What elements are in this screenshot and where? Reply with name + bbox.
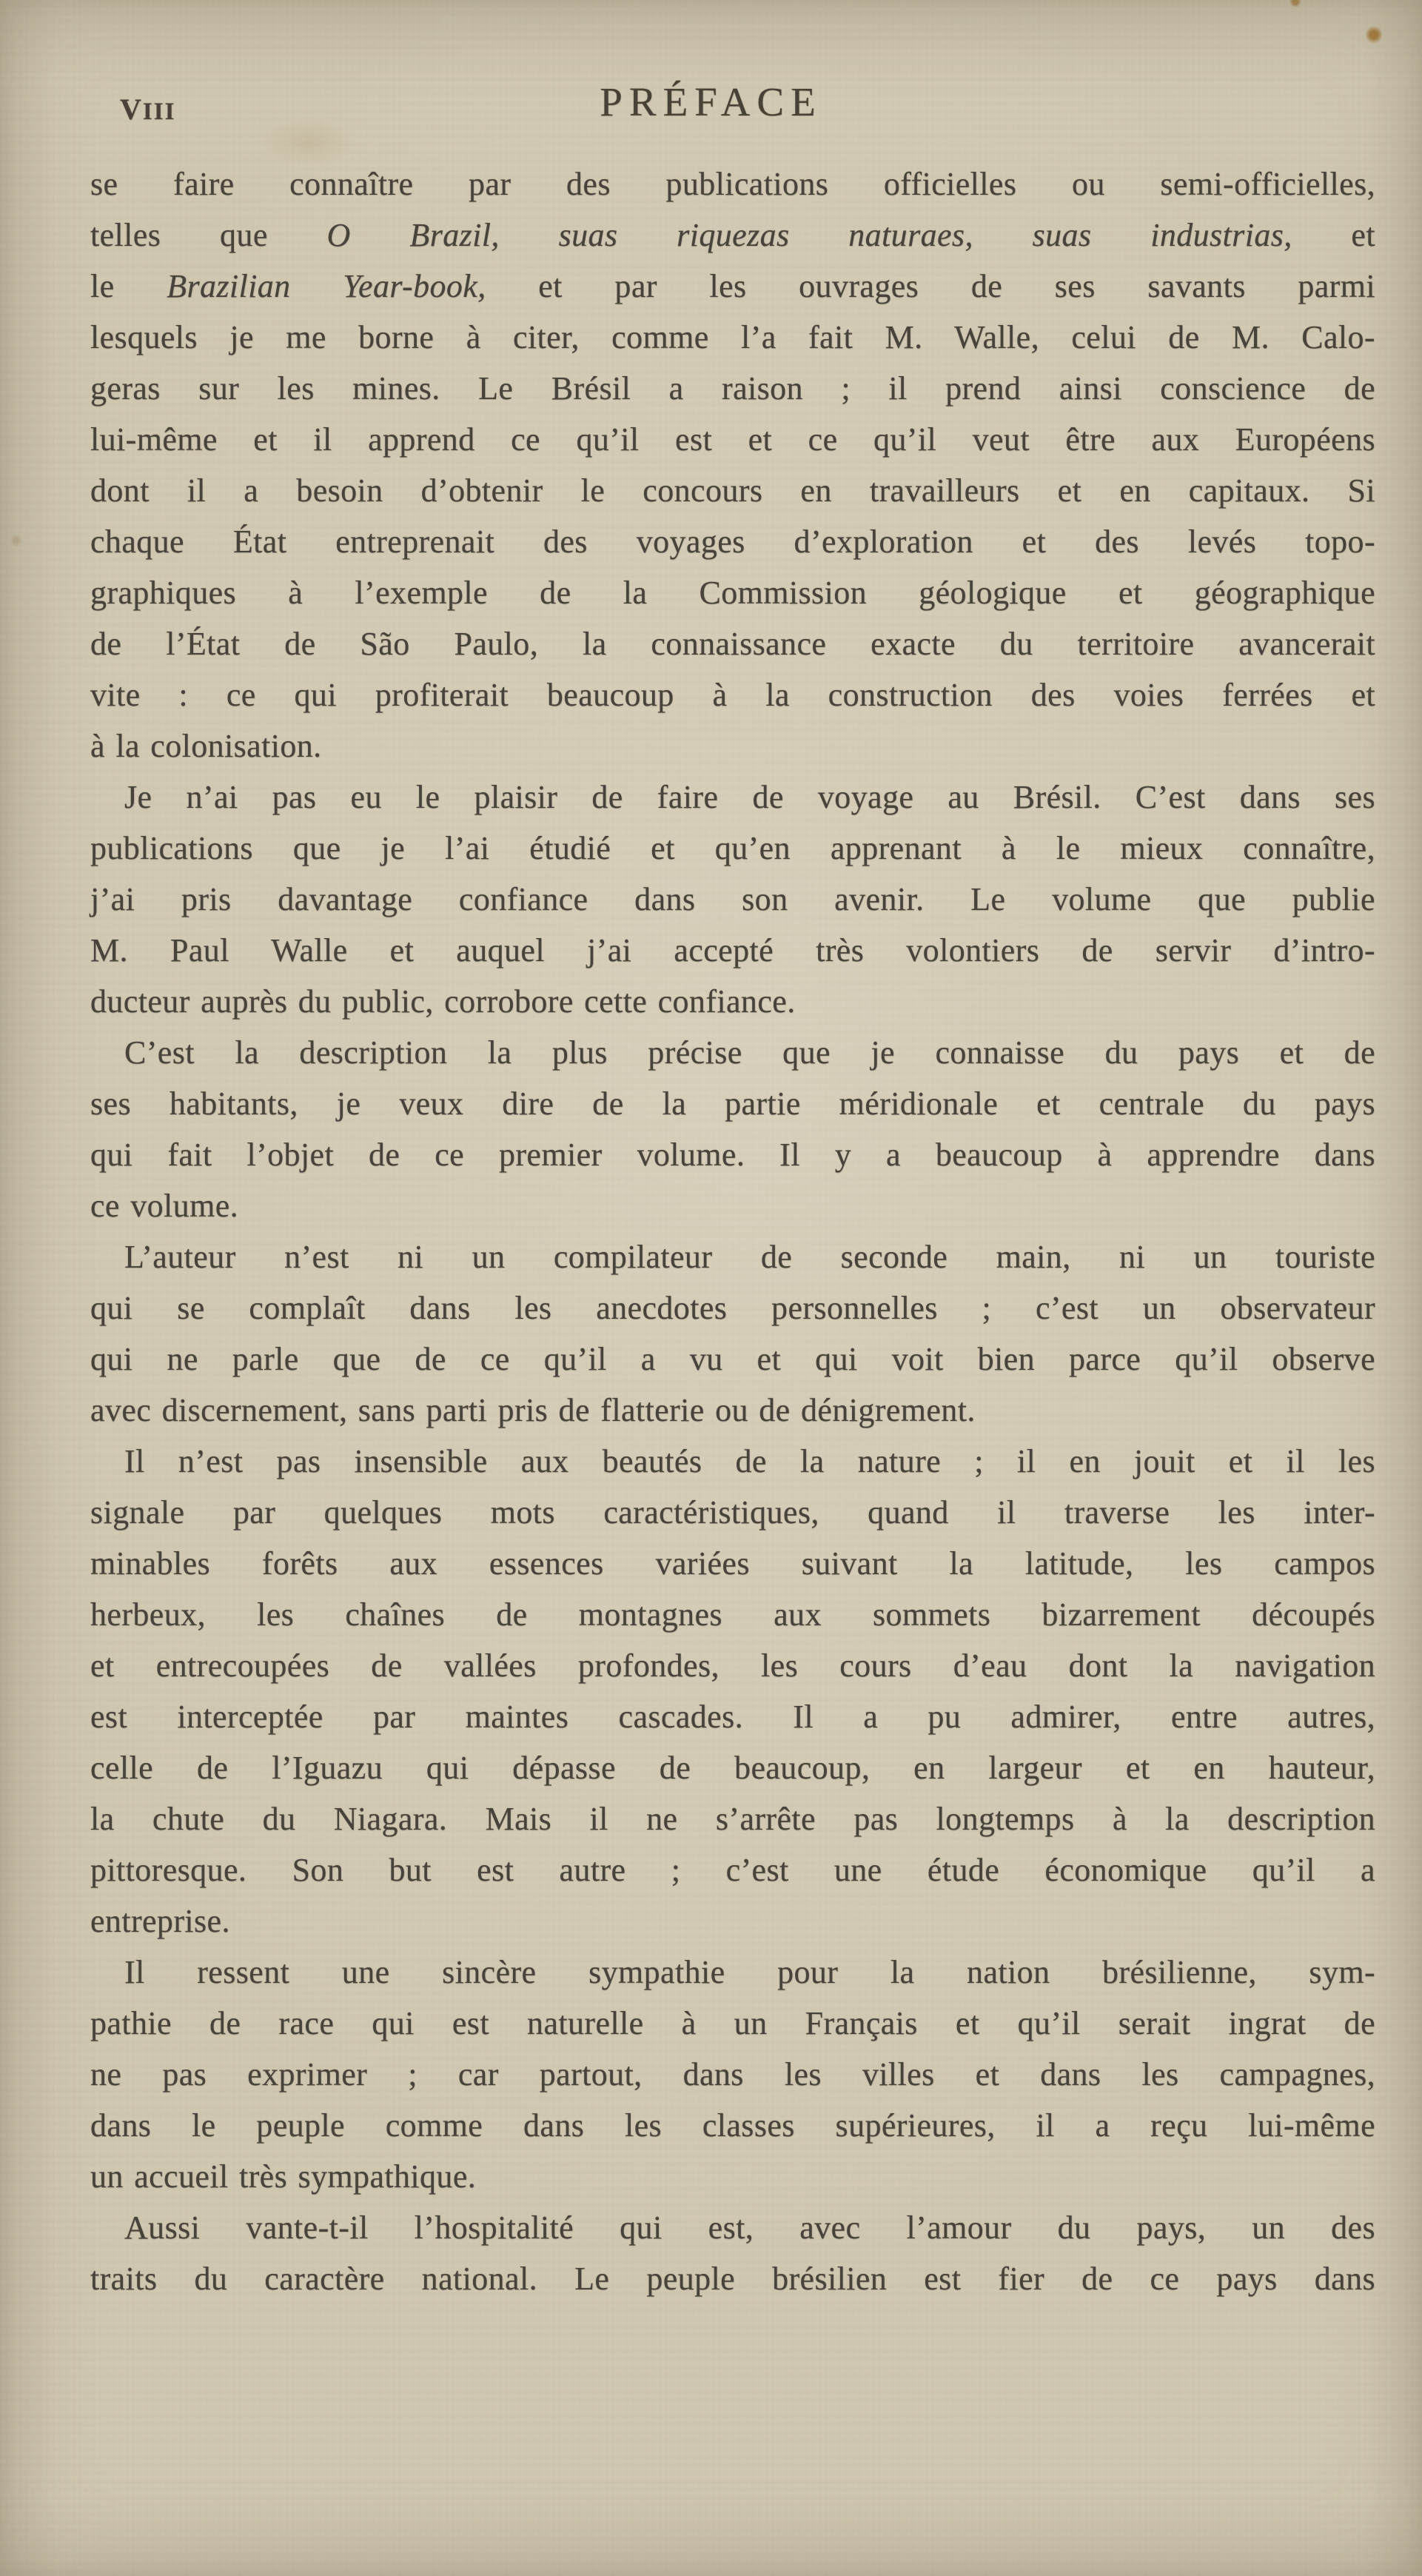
text-segment: j’ai pris davantage confiance dans son avenir. Le volume que publie (90, 881, 1375, 917)
text-segment: et (1292, 217, 1375, 253)
text-segment: Je n’ai pas eu le plaisir de faire de voyage au Brésil. C’est dans ses (124, 779, 1375, 815)
text-line (90, 1589, 1375, 1640)
text-line (90, 1334, 1375, 1385)
text-line (90, 2253, 1375, 2304)
text-segment: vite : ce qui profiterait beaucoup à la construction des voies ferrées et (90, 677, 1375, 713)
text-segment: dont il a besoin d’obtenir le concours en travailleurs et en capitaux. Si (90, 472, 1375, 509)
text-line (90, 414, 1375, 465)
text-line (90, 874, 1375, 925)
text-segment: ses habitants, je veux dire de la partie méridionale et centrale du pays (90, 1085, 1375, 1122)
text-segment: geras sur les mines. Le Brésil a raison ; il prend ainsi conscience de (90, 370, 1375, 407)
text-segment: Aussi vante-t-il l’hospitalité qui est, avec l’amour du pays, un des (124, 2209, 1375, 2246)
text-line (90, 1436, 1375, 1487)
text-line (90, 976, 1375, 1027)
text-segment: qui fait l’objet de ce premier volume. Il y a beaucoup à apprendre dans (90, 1137, 1375, 1173)
text-line (90, 720, 1375, 772)
text-line (90, 2100, 1375, 2151)
text-segment: et entrecoupées de vallées profondes, les cours d’eau dont la navigation (90, 1647, 1375, 1684)
page-number: VIII (120, 93, 176, 126)
text-line (90, 1896, 1375, 1947)
text-segment: dans le peuple comme dans les classes supérieures, il a reçu lui-même (90, 2107, 1375, 2144)
text-segment: et par les ouvrages de ses savants parmi (486, 268, 1375, 304)
text-line (90, 1538, 1375, 1589)
text-segment: publications que je l’ai étudié et qu’en apprenant à le mieux connaître, (90, 830, 1375, 866)
text-segment: la chute du Niagara. Mais il ne s’arrête pas longtemps à la description (90, 1801, 1375, 1837)
foxing-spot (1289, 0, 1301, 7)
text-segment: qui ne parle que de ce qu’il a vu et qui voit bien parce qu’il observe (90, 1341, 1375, 1377)
text-segment: C’est la description la plus précise que je connaisse du pays et de (124, 1034, 1375, 1071)
text-line (90, 1640, 1375, 1691)
text-segment: L’auteur n’est ni un compilateur de seconde main, ni un touriste (124, 1239, 1375, 1275)
text-segment: à la colonisation. (90, 728, 322, 764)
text-line (90, 2202, 1375, 2253)
text-line (90, 1231, 1375, 1282)
text-line (90, 516, 1375, 567)
text-line (90, 1487, 1375, 1538)
text-segment: entreprise. (90, 1903, 230, 1939)
text-line (90, 669, 1375, 720)
text-line (90, 312, 1375, 363)
text-line (90, 1129, 1375, 1180)
text-line (90, 1180, 1375, 1231)
text-line (90, 1844, 1375, 1896)
text-line (90, 1027, 1375, 1078)
text-segment: de l’État de São Paulo, la connaissance exacte du territoire avancerait (90, 626, 1375, 662)
text-line (90, 1793, 1375, 1844)
italic-text-segment: O Brazil, suas riquezas naturaes, suas industrias, (326, 217, 1292, 253)
text-segment: le (90, 268, 167, 304)
text-segment: ne pas exprimer ; car partout, dans les villes et dans les campagnes, (90, 2056, 1375, 2092)
text-segment: telles que (90, 217, 327, 253)
text-segment: lui-même et il apprend ce qu’il est et ce qu’il veut être aux Européens (90, 421, 1375, 458)
text-line (90, 1998, 1375, 2049)
text-segment: celle de l’Iguazu qui dépasse de beaucoup, en largeur et en hauteur, (90, 1750, 1375, 1786)
text-line (90, 1385, 1375, 1436)
text-line (90, 2049, 1375, 2100)
text-segment: signale par quelques mots caractéristiques, quand il traverse les inter- (90, 1494, 1375, 1530)
text-line (90, 158, 1375, 210)
text-segment: M. Paul Walle et auquel j’ai accepté très volontiers de servir d’intro- (90, 932, 1375, 968)
text-segment: Il ressent une sincère sympathie pour la nation brésilienne, sym- (124, 1954, 1375, 1990)
text-line (90, 210, 1375, 261)
text-line (90, 823, 1375, 874)
foxing-spot (1366, 25, 1382, 44)
text-block (90, 158, 1375, 2304)
text-line (90, 1947, 1375, 1998)
text-segment: minables forêts aux essences variées suivant la latitude, les campos (90, 1545, 1375, 1582)
text-line (90, 567, 1375, 618)
italic-text-segment: Brazilian Year-book, (167, 268, 486, 304)
text-segment: herbeux, les chaînes de montagnes aux sommets bizarrement découpés (90, 1596, 1375, 1633)
text-line (90, 618, 1375, 669)
text-line (90, 1282, 1375, 1334)
text-line (90, 363, 1375, 414)
text-line (90, 2151, 1375, 2202)
text-segment: chaque État entreprenait des voyages d’exploration et des levés topo- (90, 523, 1375, 560)
text-segment: lesquels je me borne à citer, comme l’a fait M. Walle, celui de M. Calo- (90, 319, 1375, 355)
text-segment: graphiques à l’exemple de la Commission géologique et géographique (90, 575, 1375, 611)
text-segment: Il n’est pas insensible aux beautés de la nature ; il en jouit et il les (124, 1443, 1375, 1479)
foxing-spot (10, 535, 22, 546)
text-segment: se faire connaître par des publications officielles ou semi-officielles, (90, 166, 1375, 202)
text-segment: pathie de race qui est naturelle à un Français et qu’il serait ingrat de (90, 2005, 1375, 2041)
text-segment: un accueil très sympathique. (90, 2158, 477, 2195)
text-line (90, 1078, 1375, 1129)
text-segment: est interceptée par maintes cascades. Il a pu admirer, entre autres, (90, 1699, 1375, 1735)
text-line (90, 925, 1375, 976)
page-title: PRÉFACE (600, 79, 822, 124)
text-line (90, 1742, 1375, 1793)
text-segment: pittoresque. Son but est autre ; c’est une étude économique qu’il a (90, 1852, 1375, 1888)
text-segment: ducteur auprès du public, corrobore cette confiance. (90, 983, 796, 1020)
text-line (90, 772, 1375, 823)
text-segment: avec discernement, sans parti pris de flatterie ou de dénigrement. (90, 1392, 976, 1428)
text-line (90, 465, 1375, 516)
text-segment: ce volume. (90, 1188, 239, 1224)
text-line (90, 1691, 1375, 1742)
text-segment: qui se complaît dans les anecdotes personnelles ; c’est un observateur (90, 1290, 1375, 1326)
text-line (90, 261, 1375, 312)
text-segment: traits du caractère national. Le peuple brésilien est fier de ce pays dans (90, 2261, 1375, 2297)
